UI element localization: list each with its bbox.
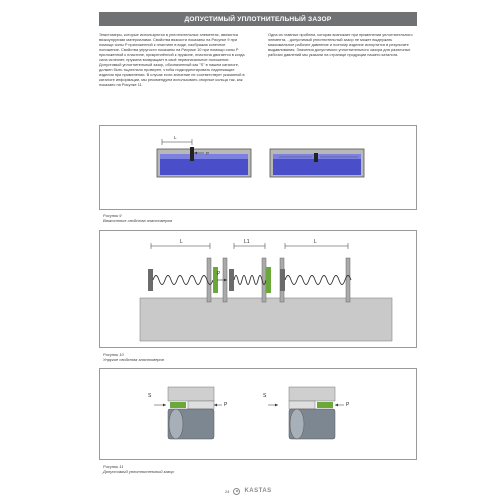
- body-text-right: Одна из главных проблем, которая возникает при применении уплотнительного элемента, - допустимый уплотнительный зазор не может выдержать максимальное рабочее давление и поэтому изделие испортится в результате выдавливания. Значения допустимого уплотнительного зазора для различных рабочих давлений мы указали на странице продукции нашего каталога.: [268, 32, 413, 58]
- figure-9-panel: [99, 125, 417, 210]
- fig9-force-label: P: [206, 151, 210, 156]
- fig10-title: Упругие свойства эластомеров: [103, 357, 164, 362]
- figure-10-panel: [99, 230, 417, 348]
- brand-name: KASTAS: [244, 488, 272, 494]
- spring-middle: [234, 276, 266, 285]
- page-footer: [225, 486, 285, 496]
- brand-logo-icon: [233, 488, 240, 495]
- fig9-dim-label: L: [174, 135, 177, 140]
- seal-gap-right: [268, 387, 344, 439]
- figure-11-diagram: [100, 369, 418, 461]
- fig11-label: Рисунок 11: [103, 464, 124, 469]
- section-title: ДОПУСТИМЫЙ УПЛОТНИТЕЛЬНЫЙ ЗАЗОР: [99, 12, 417, 26]
- fig11-force-left: P: [224, 402, 228, 408]
- fig10-dim-left: L: [180, 239, 183, 245]
- viscous-tank-right: [270, 149, 364, 177]
- spring-wall: [148, 269, 153, 291]
- figure-9-diagram: [100, 126, 418, 211]
- fig11-force-right: P: [346, 402, 350, 408]
- fig11-gap-left: S: [148, 393, 152, 399]
- figure-9-caption: [103, 213, 172, 223]
- body-text-left: Эластомеры, которые используются в уплотнительных элементах, являются вязкоупругими материалами. Свойства вязкости показаны на Рисунке 9 при помощи силы P приложенной к пластине в воде, изображая конечное положение. Свойства упругости показаны на Рисунке 10 при помощи силы P приложенной к пластине, прикреплённой к пружине, пластина двигается в когда сила исчезнет, пружина возвращает в своё первоначальное положение. Допустимый уплотнительный зазор, обозначенный как "S" в нашем каталоге, должен быть тщательно проверен, чтобы подкорректировать надлежащие изделия при применении. В случае если значение не соответствует указанной в каталоге информации, мы рекомендуем использовать опорные кольца так, как показано на Рисунке 11.: [99, 32, 245, 88]
- fig10-dim-mid: L1: [244, 239, 250, 245]
- figure-11-caption: [103, 464, 174, 474]
- fig9-title: Вязкостные свойства эластомеров: [103, 218, 173, 223]
- base-plate: [140, 298, 392, 341]
- seal-gap-left: [154, 387, 222, 439]
- fig11-gap-right: S: [263, 393, 267, 399]
- figure-10-caption: [103, 352, 164, 362]
- spring-left: [153, 276, 213, 285]
- fig11-title: Допустимый уплотнительный зазор: [103, 469, 174, 474]
- fig10-label: Рисунок 10: [103, 352, 124, 357]
- spring-right: [285, 276, 351, 285]
- figure-11-panel: [99, 368, 417, 460]
- page-number: 24: [225, 488, 230, 494]
- figure-10-diagram: [100, 231, 418, 349]
- viscous-tank-left: [157, 139, 251, 177]
- fig10-force-label: P: [217, 271, 221, 277]
- fig9-label: Рисунок 9: [103, 213, 122, 218]
- fig10-dim-right: L: [314, 239, 317, 245]
